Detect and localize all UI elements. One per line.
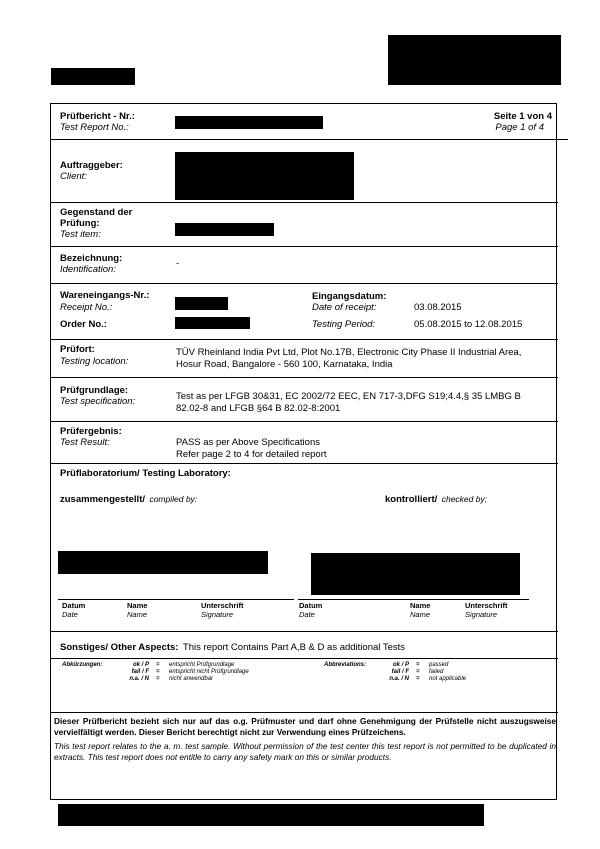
abbr-eq: = — [156, 669, 160, 675]
sig-right-date-de: Datum — [299, 601, 323, 610]
identification-label-en: Identification: — [60, 264, 116, 275]
compiled-by-en: compiled by: — [149, 494, 198, 504]
disclaimer-en: This test report relates to the a. m. test sample. Without permission of the test center this test report is not permitted to be duplicated in extracts. This test report does not entitle to carry any safety mark on this or similar products. — [54, 741, 556, 762]
other-aspects-value: This report Contains Part A,B & D as additional Tests — [182, 642, 406, 653]
sig-left-name-en: Name — [127, 610, 148, 619]
divider — [51, 202, 558, 203]
report-no-label-de: Prüfbericht - Nr.: — [60, 111, 135, 122]
page-de: Seite 1 von 4 — [493, 111, 552, 122]
redacted-signature-left — [58, 551, 268, 574]
signature-line-left — [58, 599, 294, 600]
divider — [51, 421, 558, 422]
divider — [51, 712, 558, 713]
abbr-text: nicht anwendbar — [169, 676, 214, 682]
abbr-text: passed — [429, 662, 449, 668]
report-no-label-en: Test Report No.: — [60, 122, 129, 133]
test-item-label-en: Test item: — [60, 229, 101, 240]
result-label-en: Test Result: — [60, 437, 110, 448]
abbr-text: entspricht Prüfgrundlage — [169, 662, 235, 668]
abbr-code: fail / F — [131, 669, 149, 675]
sig-left-date-en: Date — [62, 610, 78, 619]
divider — [51, 339, 558, 340]
identification-label-de: Bezeichnung: — [60, 253, 123, 264]
signature-line-right — [298, 599, 529, 600]
redacted-header-left — [51, 68, 135, 85]
identification-value: - — [176, 258, 180, 269]
divider — [51, 658, 558, 659]
abbr-text: entspricht nicht Prüfgrundlage — [169, 669, 249, 675]
client-label-de: Auftraggeber: — [60, 160, 123, 171]
order-label: Order No.: — [60, 319, 107, 330]
receipt-label-en: Receipt No.: — [60, 302, 113, 313]
redacted-footer — [58, 804, 484, 826]
divider — [51, 246, 558, 247]
sig-right-sig-en: Signature — [465, 610, 498, 619]
sig-right-date-en: Date — [299, 610, 315, 619]
divider — [51, 631, 558, 632]
receipt-date-label-de: Eingangsdatum: — [312, 291, 387, 302]
specification-label-en: Test specification: — [60, 396, 136, 407]
receipt-date-label-en: Date of receipt: — [312, 302, 377, 313]
abbr-code: ok / P — [392, 662, 409, 668]
abbr-eq: = — [156, 676, 160, 682]
test-item-label-de-1: Gegenstand der — [60, 207, 133, 218]
location-label-en: Testing location: — [60, 356, 129, 367]
redacted-test-item — [175, 223, 274, 236]
specification-value-line2: 82.02-8 and LFGB §64 B 82.02-8:2001 — [176, 403, 341, 414]
testing-period-label: Testing Period: — [312, 319, 376, 330]
testing-period-value: 05.08.2015 to 12.08.2015 — [414, 319, 523, 330]
redacted-report-no — [175, 116, 323, 129]
checked-by-de: kontrolliert/ — [385, 494, 438, 505]
specification-label-de: Prüfgrundlage: — [60, 385, 129, 396]
abbr-text: not applicable — [429, 676, 467, 682]
abbr-eq: = — [156, 662, 160, 668]
specification-value-line1: Test as per LFGB 30&31, EC 2002/72 EEC, EN 717-3,DFG S19;4.4,§ 35 LMBG B — [176, 391, 521, 402]
result-value-line1: PASS as per Above Specifications — [176, 437, 320, 448]
redacted-signature-right — [311, 553, 520, 595]
location-label-de: Prüfort: — [60, 344, 95, 355]
sig-left-sig-de: Unterschrift — [201, 601, 244, 610]
receipt-label-de: Wareneingangs-Nr.: — [60, 290, 150, 301]
location-value-line1: TÜV Rheinland India Pvt Ltd, Plot No.17B, Electronic City Phase II Industrial Area, — [176, 347, 522, 358]
page-en: Page 1 of 4 — [495, 122, 544, 133]
abbr-eq: = — [416, 676, 420, 682]
redacted-client — [175, 152, 354, 200]
test-item-label-de-2: Prüfung: — [60, 218, 100, 229]
abbr-code: fail / F — [391, 669, 409, 675]
location-value-line2: Hosur Road, Bangalore - 560 100, Karnataka, India — [176, 359, 393, 370]
sig-right-sig-de: Unterschrift — [465, 601, 508, 610]
redacted-receipt-no — [175, 297, 228, 310]
result-label-de: Prüfergebnis: — [60, 426, 122, 437]
other-aspects-label: Sonstiges/ Other Aspects: — [60, 642, 179, 653]
sig-left-name-de: Name — [127, 601, 148, 610]
abbr-eq: = — [416, 669, 420, 675]
abbr-eq: = — [416, 662, 420, 668]
redacted-logo — [388, 35, 561, 85]
abbr-code: ok / P — [132, 662, 149, 668]
divider — [51, 139, 568, 140]
receipt-date-value: 03.08.2015 — [414, 302, 462, 313]
sig-left-date-de: Datum — [62, 601, 86, 610]
sig-left-sig-en: Signature — [201, 610, 234, 619]
other-aspects — [60, 637, 405, 655]
divider — [51, 463, 558, 464]
compiled-by — [60, 489, 197, 507]
redacted-order-no — [175, 317, 250, 329]
client-label-en: Client: — [60, 171, 87, 182]
sig-right-name-en: Name — [410, 610, 431, 619]
abbr-label-de: Abkürzungen: — [62, 662, 103, 668]
checked-by — [385, 489, 487, 507]
abbr-code: n.a. / N — [389, 676, 409, 682]
disclaimer-de: Dieser Prüfbericht bezieht sich nur auf das o.g. Prüfmuster und darf ohne Genehmigung der Prüfstelle nicht auszugsweise vervielfältigt werden. Dieser Bericht berechtigt nicht zur Verwendung eines Prüfzeichens. — [54, 716, 556, 737]
report-frame — [50, 103, 557, 800]
abbr-text: failed — [429, 669, 444, 675]
abbr-code: n.a. / N — [129, 676, 149, 682]
abbr-label-en: Abbreviations: — [324, 662, 367, 668]
divider — [51, 377, 558, 378]
checked-by-en: checked by: — [441, 494, 488, 504]
divider — [51, 283, 558, 284]
result-value-line2: Refer page 2 to 4 for detailed report — [176, 449, 327, 460]
sig-right-name-de: Name — [410, 601, 431, 610]
compiled-by-de: zusammengestellt/ — [60, 494, 145, 505]
lab-title: Prüflaboratorium/ Testing Laboratory: — [60, 468, 231, 479]
